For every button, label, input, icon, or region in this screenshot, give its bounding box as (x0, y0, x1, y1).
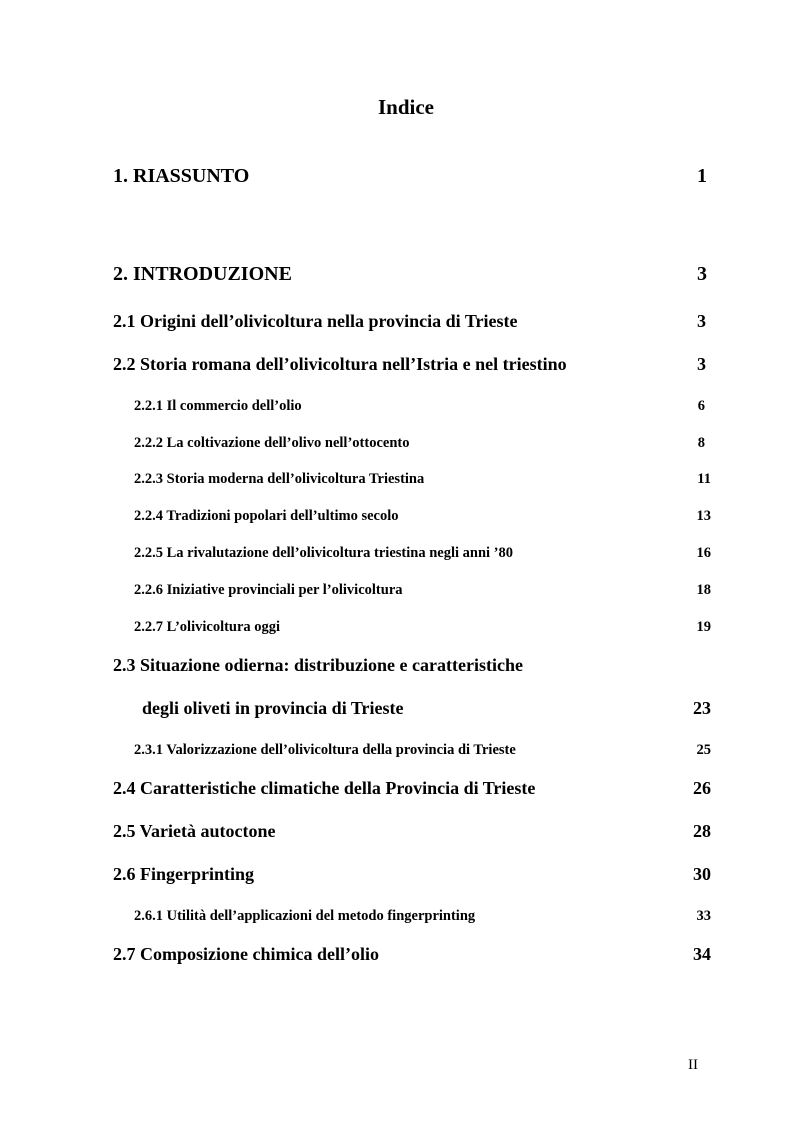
toc-entry-label: 2.1 Origini dell’olivicoltura nella provincia di Trieste (113, 311, 518, 331)
toc-entry-page: 30 (693, 864, 711, 884)
toc-entry-page: 16 (696, 545, 711, 561)
toc-entry-page: 11 (697, 471, 711, 487)
toc-entry-page: 28 (693, 821, 711, 841)
toc-entry-label: 1. RIASSUNTO (113, 165, 250, 187)
toc-entry-label: 2.2.6 Iniziative provinciali per l’olivicoltura (134, 582, 403, 598)
toc-entry-page: 13 (696, 508, 711, 524)
toc-entry-page: 8 (697, 435, 705, 451)
toc-entry-label: 2.2.5 La rivalutazione dell’olivicoltura triestina negli anni ’80 (134, 545, 513, 561)
toc-entry-page: 34 (693, 944, 711, 964)
page-number: II (688, 1057, 698, 1073)
toc-entry-label: 2.5 Varietà autoctone (113, 821, 276, 841)
toc-entry-page: 1 (697, 165, 707, 187)
toc-entry-page: 26 (693, 778, 711, 798)
toc-entry-page: 3 (697, 354, 706, 374)
toc-entry-label: 2.2.4 Tradizioni popolari dell’ultimo secolo (134, 508, 399, 524)
toc-entry-label: 2.4 Caratteristiche climatiche della Provincia di Trieste (113, 778, 536, 798)
toc-entry-page: 3 (697, 311, 706, 331)
toc-entry-label: 2.2.1 Il commercio dell’olio (134, 398, 302, 414)
toc-entry-label: 2.2.2 La coltivazione dell’olivo nell’ottocento (134, 435, 410, 451)
toc-entry-label: 2.2.7 L’olivicoltura oggi (134, 619, 281, 635)
toc-entry-label: 2.3 Situazione odierna: distribuzione e caratteristiche (113, 655, 523, 675)
toc-entry-page: 19 (696, 619, 711, 635)
toc-entry-label: 2.2.3 Storia moderna dell’olivicoltura Triestina (134, 471, 425, 487)
toc-entry-page: 23 (693, 698, 711, 718)
toc-entry-label: 2.6 Fingerprinting (113, 864, 255, 884)
page-title: Indice (377, 95, 434, 119)
toc-entry-page: 6 (697, 398, 705, 414)
toc-entry-page: 25 (696, 742, 711, 758)
toc-entry-label: degli oliveti in provincia di Trieste (142, 698, 404, 718)
toc-entry-label: 2.3.1 Valorizzazione dell’olivicoltura della provincia di Trieste (134, 742, 516, 758)
toc-entry-page: 3 (697, 263, 707, 285)
toc-entry-page: 18 (696, 582, 711, 598)
toc-entry-label: 2.2 Storia romana dell’olivicoltura nell’Istria e nel triestino (113, 354, 567, 374)
toc-entry-label: 2. INTRODUZIONE (113, 263, 292, 285)
toc-entry-page: 33 (696, 908, 711, 924)
toc-entry-label: 2.7 Composizione chimica dell’olio (113, 944, 379, 964)
toc-entry-label: 2.6.1 Utilità dell’applicazioni del metodo fingerprinting (134, 908, 476, 924)
